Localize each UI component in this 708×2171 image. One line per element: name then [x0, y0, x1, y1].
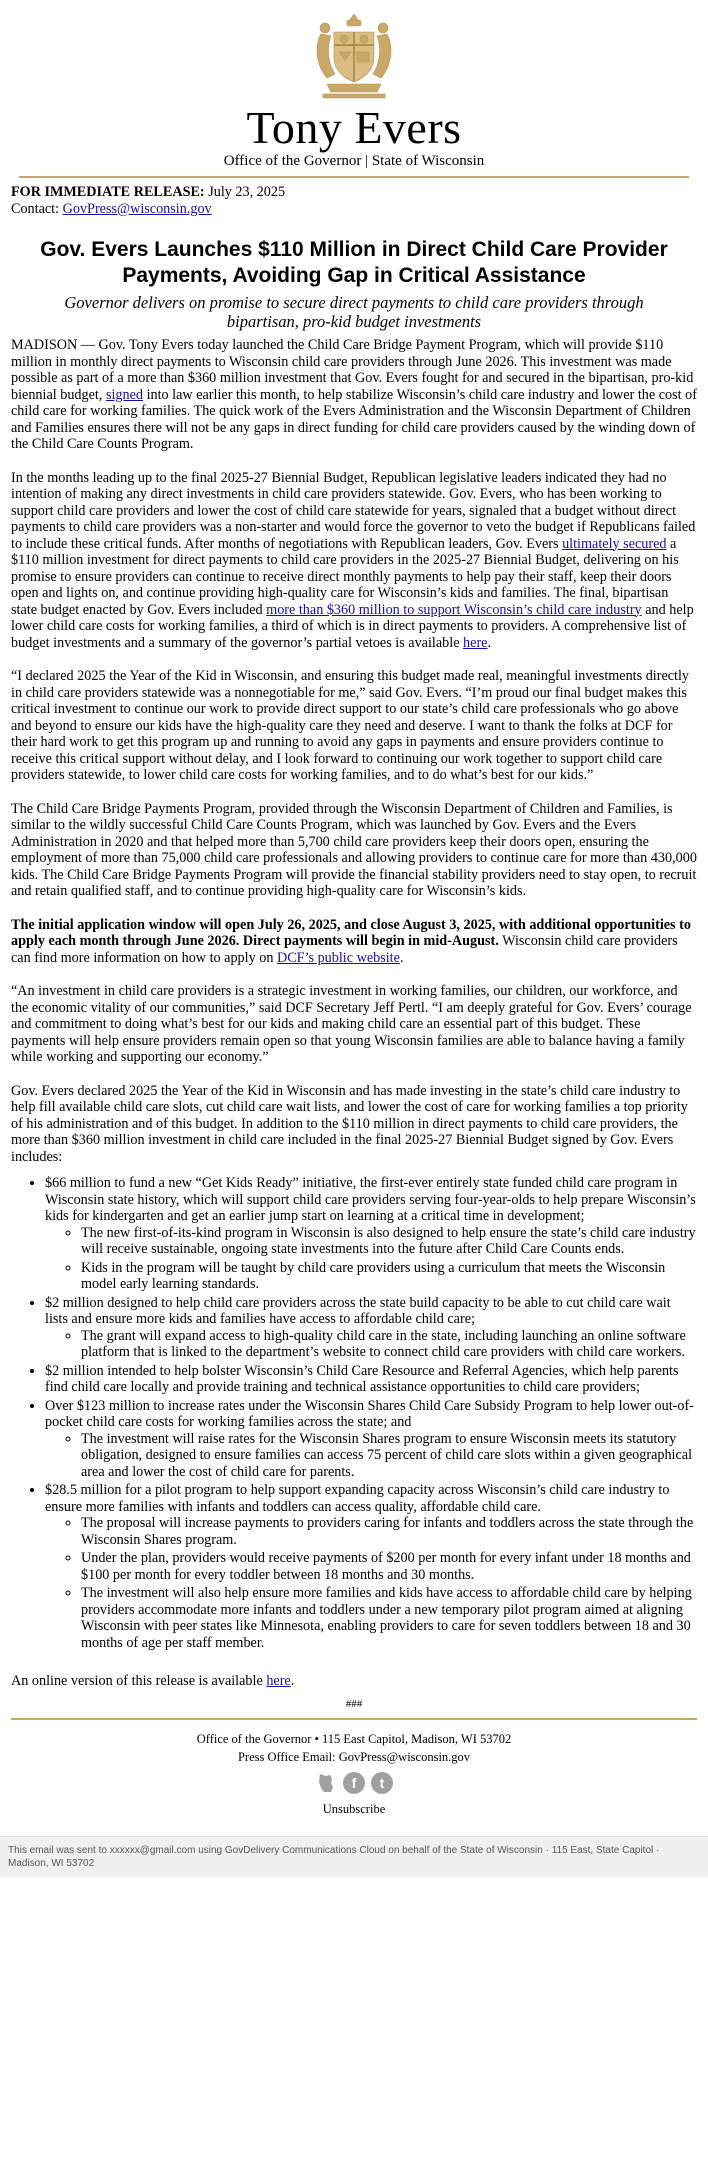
dcf-website-link[interactable]: DCF’s public website — [276, 949, 400, 966]
list-item: ◦ The proposal will increase payments to providers caring for infants and toddlers across the state through the Wisconsin Shares program. — [81, 1515, 697, 1548]
paragraph-text: . — [487, 634, 492, 651]
list-item-text: Over $123 million to increase rates under the Wisconsin Shares Child Care Subsidy Program to help lower out-of-pocket child care costs for working families across the state; and — [45, 1397, 694, 1430]
wisconsin-state-icon[interactable] — [315, 1772, 337, 1794]
paragraph-year-of-kid: Gov. Evers declared 2025 the Year of the Kid in Wisconsin and has made investing in the state’s child care industry to help fill available child care slots, cut child care wait lists, and lower the cost of care for working families a top priority of his administration and of this budget. In addition to the $110 million in direct payments to child care providers, the more than $360 million investment in child care included in the final 2025-27 Biennial Budget signed by Gov. Evers includes: — [11, 1082, 688, 1165]
office-title: Office of the Governor | State of Wisconsin — [223, 153, 485, 169]
delivery-notice: This email was sent to xxxxxx@gmail.com using GovDelivery Communications Cloud on behalf of the State of Wisconsin · 115 East, State Capitol · Madison, WI 53702 — [0, 1836, 708, 1877]
list-item — [45, 1295, 697, 1361]
footer-email: Press Office Email: GovPress@wisconsin.gov — [237, 1750, 471, 1764]
paragraph-text: and help lower child care costs for working families, a third of which is in direct payments to providers. A comprehensive list of budget investments and a summary of the governor’s partial vetoes is available — [11, 601, 694, 651]
list-item: ◦ The investment will raise rates for the Wisconsin Shares program to ensure Wisconsin meets its statutory obligation, designed to ensure families can access 75 percent of child care slots within a given geographical area and lower the cost of child care for parents. — [81, 1431, 697, 1481]
contact-line — [11, 201, 697, 218]
list-item: ◦ The grant will expand access to high-quality child care in the state, including launching an online software platform that is linked to the department’s website to connect child care providers with child care workers. — [81, 1328, 697, 1361]
headline: Gov. Evers Launches $110 Million in Direct Child Care Provider Payments, Avoiding Gap in Critical Assistance — [40, 238, 668, 287]
contact-label: Contact: — [11, 200, 60, 217]
subhead: Governor delivers on promise to secure direct payments to child care providers through bipartisan, pro-kid budget investments — [64, 293, 644, 331]
release-date: July 23, 2025 — [208, 184, 286, 200]
unsubscribe-link[interactable]: Unsubscribe — [322, 1802, 386, 1816]
footer-address: Office of the Governor • 115 East Capitol, Madison, WI 53702 — [196, 1732, 512, 1746]
paragraph-budget — [11, 470, 697, 652]
sub-list — [45, 1515, 697, 1651]
list-item — [45, 1398, 697, 1481]
list-item-text: $2 million designed to help child care providers across the state build capacity to be able to cut child care wait lists and ensure more kids and families have access to affordable child care; — [45, 1294, 671, 1327]
sub-list — [45, 1225, 697, 1293]
application-window-text: The initial application window will open July 26, 2025, and close August 3, 2025, with additional opportunities to apply each month through June 2026. Direct payments will begin in mid-August. — [11, 916, 691, 949]
online-version-here-link[interactable]: here — [266, 1673, 291, 1689]
paragraph-text: a $110 million investment for direct payments to child care providers in the 2025-27 Biennial Budget, delivering on his promise to ensure providers can continue to receive direct monthly payments to help pay their staff, keep their doors open and lights on, and continue providing high-quality care for Wisconsin’s kids and families. The final, bipartisan state budget enacted by Gov. Evers included — [11, 535, 679, 618]
paragraph-text: In the months leading up to the final 2025-27 Biennial Budget, Republican legislative leaders indicated they had no intention of making any direct investments in child care providers statewide. Gov. Evers, who has been working to support child care providers and lower the cost of child care statewide for years, signaled that a budget without direct payments to child care providers was a non-starter and would force the governor to veto the budget if Republicans failed to include these critical funds. After months of negotiations with Republican leaders, Gov. Evers — [11, 469, 696, 552]
list-item — [45, 1482, 697, 1651]
online-version-line — [11, 1673, 697, 1690]
release-date-line — [11, 184, 697, 201]
masthead — [0, 0, 708, 178]
signed-link[interactable]: signed — [105, 386, 144, 403]
list-item-text: $28.5 million for a pilot program to help support expanding capacity across Wisconsin’s child care industry to ensure more families with infants and toddlers can access quality, affordable child care. — [45, 1482, 670, 1515]
paragraph-text: . — [399, 949, 404, 966]
wisconsin-seal-icon — [309, 10, 399, 100]
list-item — [45, 1175, 697, 1293]
footer — [0, 1720, 708, 1818]
investment-list — [11, 1175, 697, 1651]
ultimately-secured-link[interactable]: ultimately secured — [562, 535, 667, 552]
paragraph-text: into law earlier this month, to help stabilize Wisconsin’s child care industry and lower the cost of child care for working families. The quick work of the Evers Administration and the Wisconsin Department of Children and Families ensures there will not be any gaps in direct funding for child care providers caused by the winding down of the Child Care Counts Program. — [11, 386, 697, 452]
social-links — [0, 1772, 708, 1794]
end-marker: ### — [345, 1697, 363, 1710]
list-item: ◦ Kids in the program will be taught by child care providers using a curriculum that meets the Wisconsin model early learning standards. — [81, 1260, 697, 1293]
sub-list — [45, 1328, 697, 1361]
paragraph-text: MADISON — Gov. Tony Evers today launched the Child Care Bridge Payment Program, which will provide $110 million in monthly direct payments to Wisconsin child care providers through June 2026. This investment was made possible as part of a more than $360 million investment that Gov. Evers fought for and secured in the bipartisan, pro-kid biennial budget, — [11, 337, 694, 403]
twitter-icon[interactable]: t — [371, 1772, 393, 1794]
paragraph-text: . — [290, 1673, 295, 1689]
list-item: ◦ The investment will also help ensure more families and kids have access to affordable child care by helping providers accommodate more infants and toddlers under a new temporary pilot program aimed at aligning Wisconsin with peer states like Minnesota, enabling providers to care for seven toddlers between 18 and 30 months of age per staff member. — [81, 1585, 697, 1651]
list-item: ◦ Under the plan, providers would receive payments of $200 per month for every infant under 18 months and $100 per month for every toddler between 18 months and 30 months. — [81, 1550, 697, 1583]
paragraph-text: Wisconsin child care providers can find more information on how to apply on — [11, 933, 678, 966]
list-item-text: $66 million to fund a new “Get Kids Ready” initiative, the first-ever entirely state funded child care program in Wisconsin state history, which will support child care providers serving four-year-olds to help prepare Wisconsin’s kids for kindergarten and get an earlier jump start on learning at a critical time in development; — [45, 1175, 696, 1224]
paragraph-application — [11, 917, 697, 967]
facebook-icon[interactable]: f — [343, 1772, 365, 1794]
governor-name: Tony Evers — [246, 102, 462, 153]
contact-email-link[interactable]: GovPress@wisconsin.gov — [62, 200, 212, 217]
budget-support-link[interactable]: more than $360 million to support Wisconsin’s child care industry — [266, 601, 642, 618]
paragraph-text: An online version of this release is available — [11, 1673, 267, 1689]
list-item: • $2 million intended to help bolster Wisconsin’s Child Care Resource and Referral Agencies, which help parents find child care locally and provide training and technical assistance opportunities to child care providers; — [45, 1363, 697, 1396]
masthead-divider — [19, 176, 689, 178]
paragraph-governor-quote: “I declared 2025 the Year of the Kid in Wisconsin, and ensuring this budget made real, meaningful investments directly in child care providers statewide was a nonnegotiable for me,” said Gov. Evers. “I’m proud our final budget makes this critical investment to continue our work to provide direct support to our state’s child care professionals who go above and beyond to ensure our kids have the high-quality care they need and deserve. I want to thank the folks at DCF for their hard work to get this program up and running to avoid any gaps in payments and ensure providers continue to receive this critical support without delay, and I look forward to continuing our work together to support child care providers statewide, to lower child care costs for working families, and to do what’s best for our kids.” — [11, 668, 690, 783]
budget-summary-here-link[interactable]: here — [463, 634, 488, 651]
release-body — [0, 184, 708, 1712]
sub-list — [45, 1431, 697, 1481]
paragraph-program: The Child Care Bridge Payments Program, provided through the Wisconsin Department of Children and Families, is similar to the wildly successful Child Care Counts Program, which was launched by Gov. Evers and the Evers Administration in 2020 and that helped more than 5,700 child care providers keep their doors open, ensuring the employment of more than 75,000 child care professionals and allowing providers to continue care for more than 430,000 kids. The Child Care Bridge Payments Program will provide the financial stability providers need to stay open, to recruit and retain qualified staff, and to continue providing high-quality care for Wisconsin’s kids. — [11, 800, 697, 899]
paragraph-secretary-quote: “An investment in child care providers is a strategic investment in working families, our children, our workforce, and the economic vitality of our communities,” said DCF Secretary Jeff Pertl. “I am deeply grateful for Gov. Evers’ courage and commitment to doing what’s best for our kids and making child care an essential part of this budget. These payments will help ensure providers remain open so that young Wisconsin families are able to balance having a family while working and supporting our economy.” — [11, 983, 692, 1065]
release-label: FOR IMMEDIATE RELEASE: — [11, 184, 205, 200]
paragraph-intro — [11, 337, 697, 453]
list-item: ◦ The new first-of-its-kind program in Wisconsin is also designed to help ensure the state’s child care industry will receive sustainable, ongoing state investments into the future after Child Care Counts ends. — [81, 1225, 697, 1258]
